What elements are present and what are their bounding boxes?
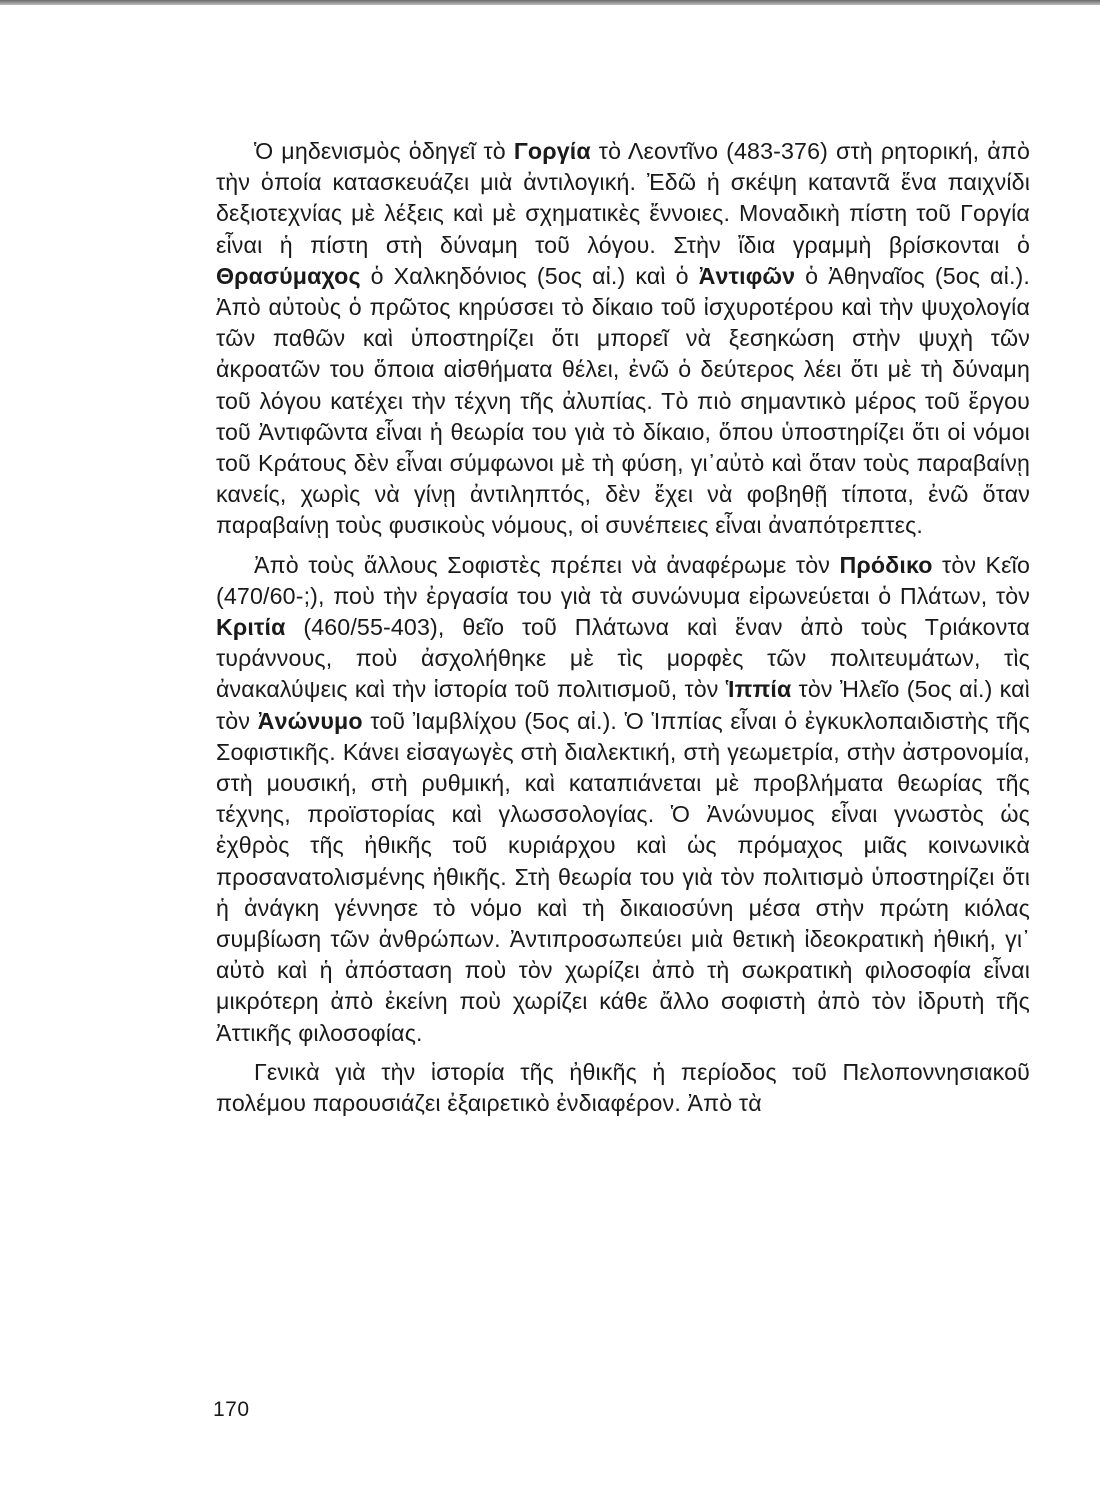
text-run: ὁ Ἀθηναῖος (5ος αἰ.). Ἀπὸ αὐτοὺς ὁ πρῶτος κηρύσσει τὸ δίκαιο τοῦ ἰσχυροτέρου καὶ τὴν ψυχολογία τῶν παθῶν καὶ ὑποστηρίζει ὅτι μπορεῖ νὰ ξεσηκώση στὴν ψυχὴ τῶν ἀκροατῶν του ὅποια αἰσθήματα θέλει, ἐνῶ ὁ δεύτερος λέει ὅτι μὲ τὴ δύναμη τοῦ λόγου κατέχει τὴν τέχνη τῆς ἀλυπίας. Τὸ πιὸ σημαντικὸ μέρος τοῦ ἔργου τοῦ Ἀντιφῶντα εἶναι ἡ θεωρία του γιὰ τὸ δίκαιο, ὅπου ὑποστηρίζει ὅτι οἱ νόμοι τοῦ Κράτους δὲν εἶναι σύμφωνοι μὲ τὴ φύση, γι᾽αὐτὸ καὶ ὅταν τοὺς παραβαίνῃ κανείς, χωρὶς νὰ γίνῃ ἀντιληπτός, δὲν ἔχει νὰ φοβηθῇ τίποτα, ἐνῶ ὅταν παραβαίνῃ τοὺς φυσικοὺς νόμους, οἱ συνέπειες εἶναι ἀναπότρεπτες.	[216, 262, 1030, 539]
text-run: Γενικὰ γιὰ τὴν ἱστορία τῆς ἠθικῆς ἡ περίοδος τοῦ Πελοποννησιακοῦ πολέμου παρουσιάζει ἐξαιρετικὸ ἐνδιαφέρον. Ἀπὸ τὰ	[216, 1058, 1030, 1117]
bold-term: Κριτία	[216, 614, 286, 641]
scan-edge	[0, 0, 1100, 5]
paragraph	[216, 550, 1030, 1049]
bold-term: Γοργία	[513, 138, 591, 164]
paragraph	[216, 1057, 1030, 1119]
text-run: Ἀπὸ τοὺς ἄλλους Σοφιστὲς πρέπει νὰ ἀναφέρωμε τὸν	[254, 551, 840, 578]
page-number: 170	[213, 1398, 250, 1421]
bold-term: Ἱππία	[725, 676, 792, 703]
bold-term: Ἀνώνυμο	[257, 707, 363, 734]
body-text	[216, 136, 1030, 1119]
bold-term: Ἀντιφῶν	[698, 262, 796, 289]
text-run: (460/55-403), θεῖο τοῦ Πλάτωνα καὶ ἕναν ἀπὸ τοὺς Τριάκοντα τυράννους, ποὺ ἀσχολήθηκε μὲ τὶς μορφὲς τῶν πολιτευμάτων, τὶς ἀνακαλύψεις καὶ τὴν ἱστορία τοῦ πολιτισμοῦ, τὸν	[216, 614, 1030, 703]
bold-term: Θρασύμαχος	[216, 262, 361, 289]
text-run: ὁ Χαλκηδόνιος (5ος αἰ.) καὶ ὁ	[360, 262, 699, 289]
bold-term: Πρόδικο	[839, 551, 933, 578]
text-run: τὸν Ἠλεῖο (5ος αἰ.) καὶ τὸν	[216, 676, 1030, 734]
text-run: Ὁ μηδενισμὸς ὁδηγεῖ τὸ	[254, 138, 514, 164]
text-run: τὸ Λεοντῖνο (483-376) στὴ ρητορική, ἀπὸ τὴν ὁποία κατασκευάζει μιὰ ἀντιλογική. Ἐδῶ ἡ σκέψη καταντᾶ ἕνα παιχνίδι δεξιοτεχνίας μὲ λέξεις καὶ μὲ σχηματικὲς ἔννοιες. Μοναδικὴ πίστη τοῦ Γοργία εἶναι ἡ πίστη στὴ δύναμη τοῦ λόγου. Στὴν ἴδια γραμμὴ βρίσκονται ὁ	[216, 138, 1030, 258]
paragraph	[216, 136, 1030, 542]
text-run: τὸν Κεῖο (470/60-;), ποὺ τὴν ἐργασία του γιὰ τὰ συνώνυμα εἰρωνεύεται ὁ Πλάτων, τὸν	[216, 551, 1031, 609]
text-run: τοῦ Ἰαμβλίχου (5ος αἰ.). Ὁ Ἱππίας εἶναι ὁ ἐγκυκλοπαιδιστὴς τῆς Σοφιστικῆς. Κάνει εἰσαγωγὲς στὴ διαλεκτική, στὴ γεωμετρία, στὴν ἀστρονομία, στὴ μουσική, στὴ ρυθμική, καὶ καταπιάνεται μὲ προβλήματα θεωρίας τῆς τέχνης, προϊστορίας καὶ γλωσσολογίας. Ὁ Ἀνώνυμος εἶναι γνωστὸς ὡς ἐχθρὸς τῆς ἠθικῆς τοῦ κυριάρχου καὶ ὡς πρόμαχος μιᾶς κοινωνικὰ προσανατολισμένης ἠθικῆς. Στὴ θεωρία του γιὰ τὸν πολιτισμὸ ὑποστηρίζει ὅτι ἡ ἀνάγκη γέννησε τὸ νόμο καὶ τὴ δικαιοσύνη μέσα στὴν πρώτη κιόλας συμβίωση τῶν ἀνθρώπων. Ἀντιπροσωπεύει μιὰ θετικὴ ἰδεοκρατικὴ ἠθική, γι᾽ αὐτὸ καὶ ἡ ἀπόσταση ποὺ τὸν χωρίζει ἀπὸ τὴ σωκρατικὴ φιλοσοφία εἶναι μικρότερη ἀπὸ ἐκείνη ποὺ χωρίζει κάθε ἄλλο σοφιστὴ ἀπὸ τὸν ἱδρυτὴ τῆς Ἀττικῆς φιλοσοφίας.	[216, 707, 1030, 1046]
